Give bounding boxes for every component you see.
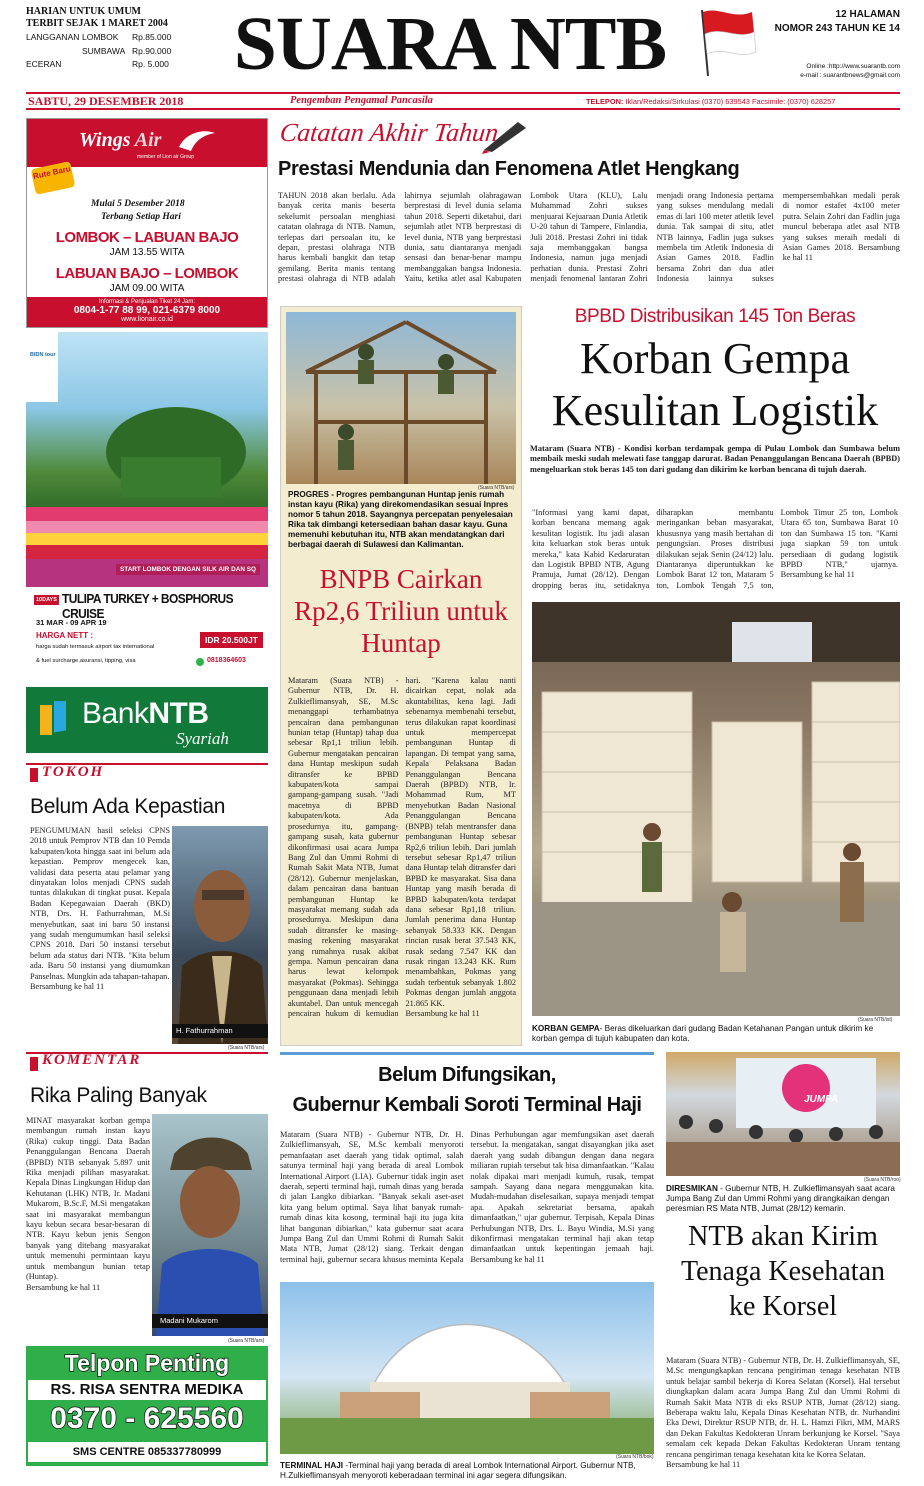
tokoh-name-label: H. Fathurrahman [172, 1024, 268, 1038]
tour-price-label: HARGA NETT : [36, 631, 94, 640]
price-row: LANGGANAN LOMBOK Rp.85.000 [26, 32, 172, 42]
tour-days-badge: 10DAYS [36, 597, 57, 603]
bpbd-lead: Mataram (Suara NTB) - Kondisi korban terdampak gempa di Pulau Lombok dan Sumbawa belum membaik meski sudah melewati fase tanggap darurat. Badan Penanggulangan Bencana Daerah (BPBD) mengeluarkan stok beras 145 ton dari gudang dan dikirim ke korban bencana di tujuh daerah. [530, 444, 900, 474]
issue-info [764, 8, 900, 36]
diresmikan-credit: (Suara NTB/roo) [864, 1177, 901, 1183]
tulip-garden-image [26, 332, 268, 587]
rice-warehouse-image [532, 602, 900, 1016]
ntb-korsel-body: Mataram (Suara NTB) - Gubernur NTB, Dr. H. Zulkieflimansyah, SE, M.Sc mengungkapkan rencana pengiriman tenaga kesehatan NTB untuk belajar sambil bekerja di Korea Selatan (Korsel). Hal tersebut diungkapkan dalam acara Jumpa Bang Zul dan Ummi Rohmi di Rumah Sakit Mata NTB di eks RSUP NTB, Jumat (28/12) siang. Beberapa waktu lalu, Kepala Dinas Kesehatan NTB, dr. Nurhandini Eka Dewi, Direktur RSUP NTB, dr. H. L. Hamzi Fikri, MM, MARS dan Dekan Fakultas Kedokteran Unram berkunjung ke Korsel. "Saya semalam cek kepada Dekan Fakultas Kedokteran Unram tentang rencana pengiriman tenaga kesehatan kita ke Korea Selatan. Bersambung ke hal 11 [666, 1356, 900, 1470]
price-list [26, 31, 206, 72]
page-count: 12 HALAMAN [835, 9, 900, 20]
tokoh-credit: (Suara NTB/ars) [228, 1045, 265, 1051]
rs-risa-sms: SMS CENTRE 085337780999 [28, 1442, 266, 1462]
wings-phone: 0804-1-77 88 99, 021-6379 8000 [73, 305, 221, 316]
date-bar [26, 92, 900, 110]
route1-time: JAM 13.55 WITA [109, 247, 185, 258]
online-url: Online :http://www.suarantb.com [806, 63, 900, 70]
komentar-marker-icon [30, 1057, 38, 1071]
masthead-tagline-line1: HARIAN UNTUK UMUM [26, 6, 141, 17]
ntb-korsel-continued: Bersambung ke hal 11 [666, 1460, 741, 1470]
komentar-headline: Rika Paling Banyak [30, 1084, 207, 1107]
bpbd-kicker: BPBD Distribusikan 145 Ton Beras [574, 306, 856, 327]
bank-ntb-name: BankNTB [82, 697, 209, 730]
wings-info-label: Informasi & Penjualan Tiket 24 Jam: [98, 299, 196, 305]
progres-credit: (Suara NTB/ars) [478, 485, 515, 491]
terminal-credit: (Suara NTB/bok) [616, 1454, 654, 1460]
masthead-tagline [26, 6, 168, 30]
wings-web: www.lionair.co.id [121, 316, 173, 323]
tokoh-continued: Bersambung ke hal 11 [30, 982, 105, 992]
bank-ntb-sub: Syariah [176, 729, 229, 748]
tour-dates: 31 MAR - 09 APR 19 [36, 618, 107, 627]
portrait-image [172, 826, 268, 1044]
jumpa-event-image [666, 1052, 900, 1176]
progres-caption: PROGRES - Progres pembangunan Huntap jenis rumah instan kayu (Rika) yang direkomendasikan sesuai Inpres nomor 5 tahun 2018. Sayangnya percepatan penyelesaian Rika tak dimbangi ketersediaan bahan dasar kayu. Guna memenuhi kebutuhan itu, NTB akan mendatangkan dari berbagai daerah di Sulawesi dan Kalimantan. [288, 490, 513, 549]
bank-ntb-logo-icon [40, 701, 74, 737]
construction-image [286, 312, 516, 484]
route-lombok-labuan-bajo: LOMBOK – LABUAN BAJO [55, 229, 239, 246]
jumpa-banner-text: JUMPA [804, 1094, 839, 1105]
route-labuan-bajo-lombok: LABUAN BAJO – LOMBOK [55, 265, 239, 282]
rice-warehouse-photo [532, 602, 900, 1016]
bpbd-credit: (Suara NTB/ist) [858, 1017, 893, 1023]
bpbd-caption: KORBAN GEMPA- Beras dikeluarkan dari gudang Badan Ketahanan Pangan untuk dikirim ke korban gempa di tujuh kabupaten dan kota. [532, 1024, 874, 1043]
catatan-continued: Bersambung ke hal 11 [782, 243, 900, 263]
terminal-photo [280, 1282, 654, 1454]
email-address: e-mail : suarantbnews@gmail.com [800, 72, 900, 79]
fathurrahman-photo [172, 826, 268, 1044]
komentar-continued: Bersambung ke hal 11 [26, 1282, 101, 1292]
tokoh-body: PENGUMUMAN hasil seleksi CPNS 2018 untuk Pemprov NTB dan 10 Pemda kabupaten/kota hingga saat ini belum ada kepastian. Pemprov mengecek kan, validasi data peserta atau pelamar yang dinyatakan lolos menjadi CPNS sudah tuntas dilakukan di tingkat pusat. Kepala Badan Kepegawaian Daerah (BKD) NTB, Drs. H. Fathurrahman, M.Si menyebutkan, saat ini baru 50 instansi yang sudah mengumumkan hasil seleksi CPNS 2018. Dari 50 instansi tersebut belum ada status dari NTB. "Kita belum ada. Baru 50 instansi yang diumumkan Panselnas. Mungkin ada tahapan-tahapan. Bersambung ke hal 11 [30, 826, 170, 992]
bpbd-headline-1: Korban Gempa [579, 334, 850, 383]
tour-banner: START LOMBOK DENGAN SILK AIR DAN SQ [116, 564, 260, 575]
tour-ad[interactable] [26, 332, 268, 680]
tokoh-marker-icon [30, 768, 38, 782]
bank-ntb-ad[interactable] [26, 687, 268, 753]
terminal-image [280, 1282, 654, 1454]
komentar-name-label: Madani Mukarom [152, 1314, 268, 1328]
wings-air-ad[interactable] [26, 118, 268, 328]
ntb-korsel-headline: NTB akan Kirim Tenaga Kesehatan ke Korsel [680, 1221, 886, 1322]
terminal-caption: TERMINAL HAJI -Terminal haji yang berada di areal Lombok International Airport. Gubernur NTB, H.Zulkieflimansyah menyoroti keberadaan terminal ini agar segera difungsikan. [280, 1461, 636, 1480]
wings-air-logo: Wings Air [79, 129, 162, 151]
tokoh-headline: Belum Ada Kepastian [30, 795, 226, 818]
terminal-headline-2: Gubernur Kembali Soroti Terminal Haji [292, 1094, 642, 1116]
madani-photo [152, 1114, 268, 1336]
wings-member-text: member of Lion air Group [137, 154, 194, 160]
masthead-title: SUARA NTB [233, 2, 667, 86]
issue-number: NOMOR 243 TAHUN KE 14 [774, 23, 900, 34]
catatan-kicker: Catatan Akhir Tahun [278, 118, 500, 147]
price-row: ECERAN Rp. 5.000 [26, 59, 169, 70]
telephone-line: TELEPON: Iklan/Redaksi/Sirkulasi (0370) 639543 Facsimile: (0370) 628257 [586, 97, 836, 106]
motto: Pengemban Pengamal Pancasila [290, 95, 433, 106]
komentar-credit: (Suara NTB/ars) [228, 1338, 265, 1344]
komentar-tag: KOMENTAR [42, 1052, 142, 1068]
price-row: SUMBAWA Rp.90.000 [82, 45, 172, 56]
catatan-headline: Prestasi Mendunia dan Fenomena Atlet Hengkang [278, 158, 740, 180]
wings-start-date: Mulai 5 Desember 2018 [91, 199, 185, 209]
tour-title: TULIPA TURKEY + BOSPHORUS CRUISE [62, 591, 234, 621]
whatsapp-icon [196, 658, 204, 666]
bpbd-headline-2: Kesulitan Logistik [551, 386, 879, 435]
jumpa-photo [666, 1052, 900, 1176]
construction-photo [286, 312, 516, 484]
terminal-continued: Bersambung ke hal 11 [470, 1254, 545, 1264]
tokoh-tag: TOKOH [42, 764, 105, 780]
bnpb-headline: BNPB Cairkan Rp2,6 Triliun untuk Huntap [294, 564, 508, 658]
terminal-headline-1: Belum Difungsikan, [378, 1064, 556, 1086]
issue-date: SABTU, 29 DESEMBER 2018 [28, 94, 184, 108]
komentar-body: MINAT masyarakat korban gempa membangun rumah instan kayu (Rika) cukup tinggi. Data Badan Penanggulangan Bencana Daerah (BPBD) NTB sebanyak 5.897 unit Rika menjadi pilihan masyarakat. Kepala Dinas Lingkungan Hidup dan Kehutanan (LHK) NTB, Ir. Madani Mukarom, B.Sc.F, M.Si mengatakan saat ini masyarakat membangun kayu kebun secara besar-besaran di NTB. Kayu kebun jenis Sengon banyak yang ditebang masyarakat untuk memenuhi permintaan kayu untuk membangun hunian tetap (Huntap). Bersambung ke hal 11 [26, 1116, 150, 1292]
contact-online [740, 62, 900, 80]
tour-price-note2: & fuel surcharge,asuransi, tipping, visa [36, 658, 136, 664]
bnpb-continued: Bersambung ke hal 11 [405, 1009, 480, 1018]
wings-contact-bar [27, 297, 267, 327]
rs-risa-ad[interactable] [26, 1346, 268, 1466]
bpbd-body: "Informasi yang kami dapat, korban bencana memang agak kesulitan logistik. Itu jadi alasan kita keluarkan stok beras untuk mereka," kata Kabid Kedaruratan dan Logistik BPBD NTB, Agung Pramuja, Jumat (28/12). Dengan dropping beras itu, setidaknya diharapkan membantu meringankan beban masyarakat, khususnya yang masih bertahan di pengungsian. Proses distribusi dilakukan sejak Senin (24/12) lalu. Diantaranya diperuntukkan ke Lombok Barat 12 ton, Mataram 5 ton, Lombok Tengah 7,5 ton, Lombok Timur 25 ton, Lombok Utara 65 ton, Sumbawa Barat 10 ton dan Sumbawa 15 ton. "Kami juga siapkan 59 ton untuk persediaan di gudang logistik BPBD NTB," ujarnya. Bersambung ke hal 11 [532, 508, 898, 590]
tour-price: IDR 20.500JT [200, 632, 263, 648]
tour-phone: 0818364603 [207, 657, 246, 664]
terminal-body: Mataram (Suara NTB) - Gubernur NTB, Dr. H. Zulkieflimansyah, SE, M.Sc kembali menyoroti pemanfaatan aset daerah yang tidak optimal, salah satunya terminal haji yang berada di areal Lombok International Airport (LIA). Gubernur tidak ingin aset daerah, seperti terminal haji, rumah dinas yang berada di jalan Langko dibiarkan. "Banyak sekali aset-aset kita yang belum optimal. Saya lihat banyak rumah-rumah dinas kita kosong, terminal haji itu juga kita lihat bangunan dibiarkan," kata gubernur saat acara Jumpa Bang Zul dan Ummi Rohmi di Rumah Sakit Mata NTB, Jumat (28/12) siang. Terkait dengan terminal haji, gubernur secara khusus meminta Kepala Dinas Perhubungan agar memfungsikan aset daerah tersebut. Ia mengatakan, sangat disayangkan jika aset daerah yang sudah dibangun dengan dana negara miliaran rupiah tersebut tak bisa dimanfaatkan. "Kalau nolak dipakai mari menjadi kumuh, rusak, tempat sampah. Sayang dana negara menggunakan kita. Mudah-mudahan diselesaikan, supaya menjadi tempat apa. Apakah sekretariat bersama, apakah dimanfaatkan," ujar gubernur. Terpisah, Kepala Dinas Perhubungan NTB, Drs. L. Bayu Windia, M.Si yang dikonfirmasi mengatakan terminal haji akan tetap dimanfaatkan untuk kepentingan jemaah haji. Bersambung ke hal 11 [280, 1130, 654, 1264]
terminal-rule [280, 1052, 654, 1055]
bnpb-body: Mataram (Suara NTB) - Gubernur NTB, Dr. H. Zulkieflimansyah, SE, M.Sc menanggapi terhambatnya pencairan dana pembangunan hunian tetap (Huntap) tahap dua sebesar Rp1,1 triliun lebih. Gubernur mengatakan pencairan dana Huntap meskipun sudah ditransfer ke BPBD kabupaten/kota sampai gampang-gampang susah. "Jadi macetnya di BPBD kabupaten/kota. Ada prosedurnya itu, gampang-gampang susah, kata gubernur dikonfirmasi usai acara Jumpa Bang Zul dan Ummi Rohmi di Rumah Sakit Mata NTB, Jumat (28/12). Gubernur menjelaskan, dalam pencairan dana bantuan pembangunan Huntap ke masyarakat memang sudah ada prosedurnya. Meskipun dana sudah ditransfer ke masing-masing rekening masyarakat yang rumahnya rusak akibat gempa. Namun pencairan dana harus lewat kelompok masyarakat (Pokmas). Sehingga penggunaan dana menjadi lebih akuntabel. Dan untuk mencegah pencairan hukum di kemudian hari. "Karena kalau nanti dicairkan cepat, nolak ada akuntabilitas, kena lagi. Jadi sebenarnya membenahi tersebut, terus dilakukan rapat koordinasi untuk mempercepat pembangunan Huntap di lapangan. Di tempat yang sama, Kepala Pelaksana Badan Penanggulangan Bencana Daerah (BPBD) NTB, Ir. Mohammad Rum, MT menyebutkan Badan Nasional Penanggulangan Bencana (BNPB) telah mentransfer dana pembangunan Huntap sebesar Rp2,6 triliun lebih. Dari jumlah tersebut sebesar Rp1,47 triliun dana Huntap telah ditransfer dari BPBD ke masyarakat. Sisa dana Huntap yang masih berada di BPBD kabupaten/kota terdapat dana sebesar Rp1,18 triliun. Jumlah penerima dana Huntap sebanyak 58.333 KK. Dengan rincian rusak berat 37.543 KK, rusak sedang 7.547 KK dan rusak ringan 13.243 KK. Rum menambahkan, Pokmas yang sudah terbentuk sebanyak 1.802 Pokmas dengan jumlah anggota 21.865 KK. Bersambung ke hal 11 [288, 676, 516, 1018]
rs-risa-phone: 0370 - 625560 [50, 1402, 244, 1435]
rs-risa-title: Telpon Penting [64, 1350, 230, 1376]
catatan-body: TAHUN 2018 akan berlalu. Ada banyak cerita manis beserta sekelumit persoalan menghiasi catatan olahraga di NTB. Namun, terlepas dari persoalan itu, ke depan, prestasi olahraga NTB harus kembali bangkit dan tetap gemilang. Berita manis tentang prestasi olahraga di NTB adalah lahirnya sejumlah olahragawan berprestasi di level dunia selama tahun 2018. Seperti diketahui, dari sejumlah atlet NTB berprestasi di level dunia, NTB yang berprestasi dunia, satu diantaranya menjadi sensasi dan benar-benar mampu membanggakan bangsa Indonesia. Yaitu, ketika atlet asal Kabupaten Lombok Utara (KLU), Lalu Muhammad Zohri sukses menjuarai Kejuaraan Dunia Atletik U-20 tahun di Tampere, Finlandia, Juli 2018. Prestasi Zohri ini tidak saja membanggakan bangsa Indonesia, namun juga menjadi perhatian dunia. Prestasi Zohri menjadi fenomenal lantaran Zohri menjadi orang Indonesia pertama yang sukses mendulang medali emas di lari 100 meter atletik level dunia. Tak sampai di situ, atlet NTB lainnya, Fadlin juga sukses membela tim Atletik Indonesia di Asian Games 2018. Fadlin bersama Zohri dan dua atlet Indonesia lainnya sukses mempersembahkan medali perak di nomor estafet 4x100 meter putra. Selain Zohri dan Fadlin juga muncul beberapa atlet asal NTB yang sukses meraih medali di Asian Games 2018. Bersambung ke hal 11 [278, 191, 900, 284]
rs-risa-name: RS. RISA SENTRA MEDIKA [28, 1380, 266, 1400]
portrait-image [152, 1114, 268, 1336]
wings-logo-icon [177, 127, 217, 155]
pen-icon [480, 118, 530, 154]
new-route-badge: Rute Baru [31, 161, 76, 195]
wings-daily: Terbang Setiap Hari [101, 212, 181, 222]
bpbd-continued: Bersambung ke hal 11 [780, 570, 855, 580]
bidn-tour-logo: BIDN tour [30, 352, 56, 358]
route2-time: JAM 09.00 WITA [109, 283, 185, 294]
diresmikan-caption: DIRESMIKAN - Gubernur NTB, H. Zulkieflimansyah saat acara Jumpa Bang Zul dan Ummi Rohmi yang dirangkaikan dengan peresmian RS Mata NTB, Jumat (28/12) kemarin. [666, 1184, 895, 1213]
masthead-tagline-line2: TERBIT SEJAK 1 MARET 2004 [26, 18, 168, 29]
tour-price-note1: harga sudah termasuk airport tax international [36, 644, 155, 650]
